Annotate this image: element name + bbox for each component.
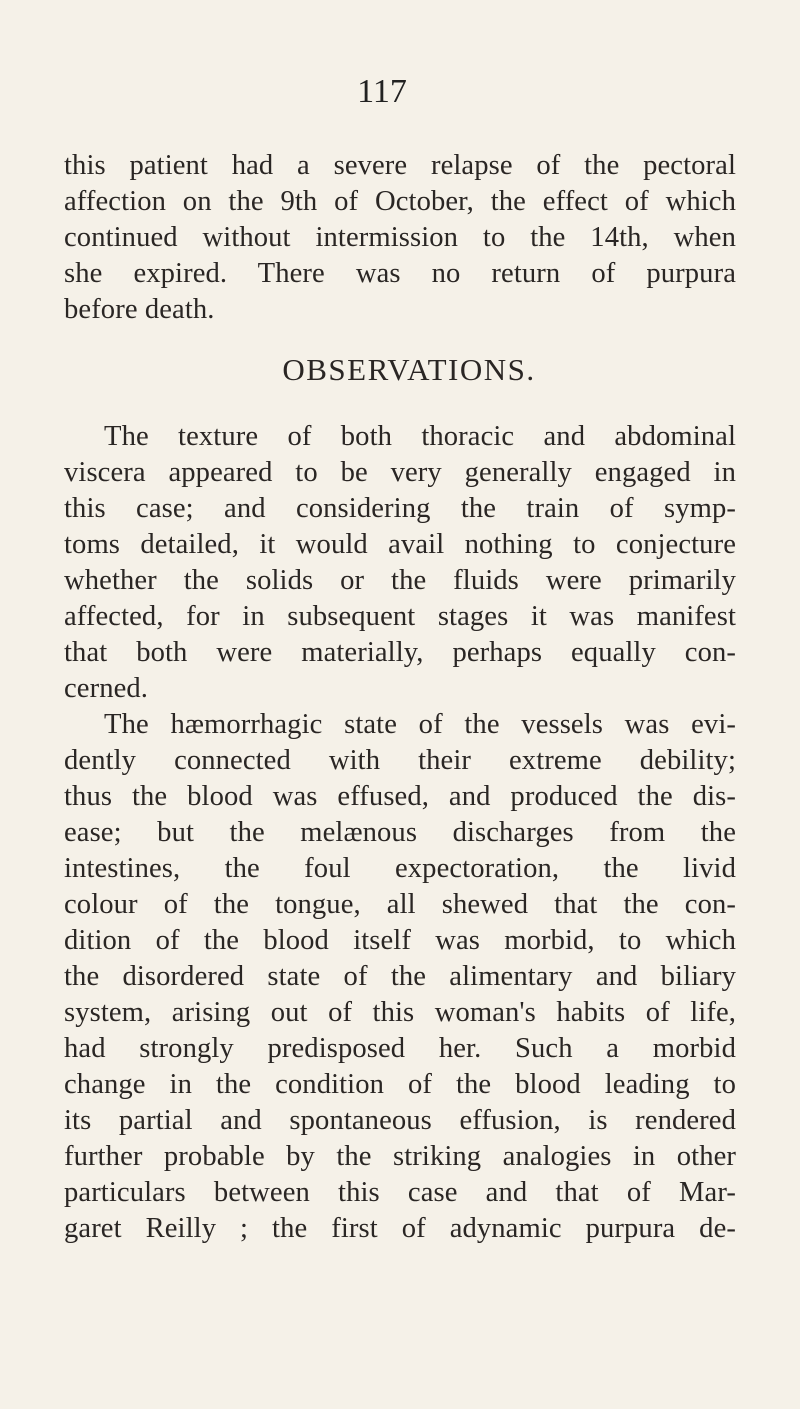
text-line: this patient had a severe relapse of the pectoral [64, 150, 736, 181]
text-line: further probable by the striking analogies in other [64, 1141, 736, 1172]
text-line: garet Reilly ; the first of adynamic purpura de- [64, 1213, 736, 1244]
text-line: affected, for in subsequent stages it was manifest [64, 601, 736, 632]
text-line: continued without intermission to the 14th, when [64, 222, 736, 253]
text-line: system, arising out of this woman's habits of life, [64, 997, 736, 1028]
text-line: colour of the tongue, all shewed that the con- [64, 889, 736, 920]
text-line: ease; but the melænous discharges from the [64, 817, 736, 848]
page-number: 117 [357, 73, 407, 110]
text-line: intestines, the foul expectoration, the livid [64, 853, 736, 884]
text-line: dition of the blood itself was morbid, to which [64, 925, 736, 956]
text-line: toms detailed, it would avail nothing to conjecture [64, 529, 736, 560]
text-line: that both were materially, perhaps equally con- [64, 637, 736, 668]
text-line: The hæmorrhagic state of the vessels was evi- [104, 709, 736, 740]
text-line: she expired. There was no return of purpura [64, 258, 736, 289]
text-line: dently connected with their extreme debility; [64, 745, 736, 776]
text-line: affection on the 9th of October, the effect of which [64, 186, 736, 217]
text-line: the disordered state of the alimentary and biliary [64, 961, 736, 992]
text-line: thus the blood was effused, and produced the dis- [64, 781, 736, 812]
text-line: particulars between this case and that of Mar- [64, 1177, 736, 1208]
text-line: had strongly predisposed her. Such a morbid [64, 1033, 736, 1064]
text-line: this case; and considering the train of symp- [64, 493, 736, 524]
text-line: change in the condition of the blood leading to [64, 1069, 736, 1100]
text-line: before death. [64, 294, 215, 325]
text-line: its partial and spontaneous effusion, is rendered [64, 1105, 736, 1136]
text-line: whether the solids or the fluids were primarily [64, 565, 736, 596]
text-line: The texture of both thoracic and abdominal [104, 421, 736, 452]
text-line: cerned. [64, 673, 149, 704]
section-heading: OBSERVATIONS. [282, 352, 536, 387]
text-line: viscera appeared to be very generally engaged in [64, 457, 736, 488]
